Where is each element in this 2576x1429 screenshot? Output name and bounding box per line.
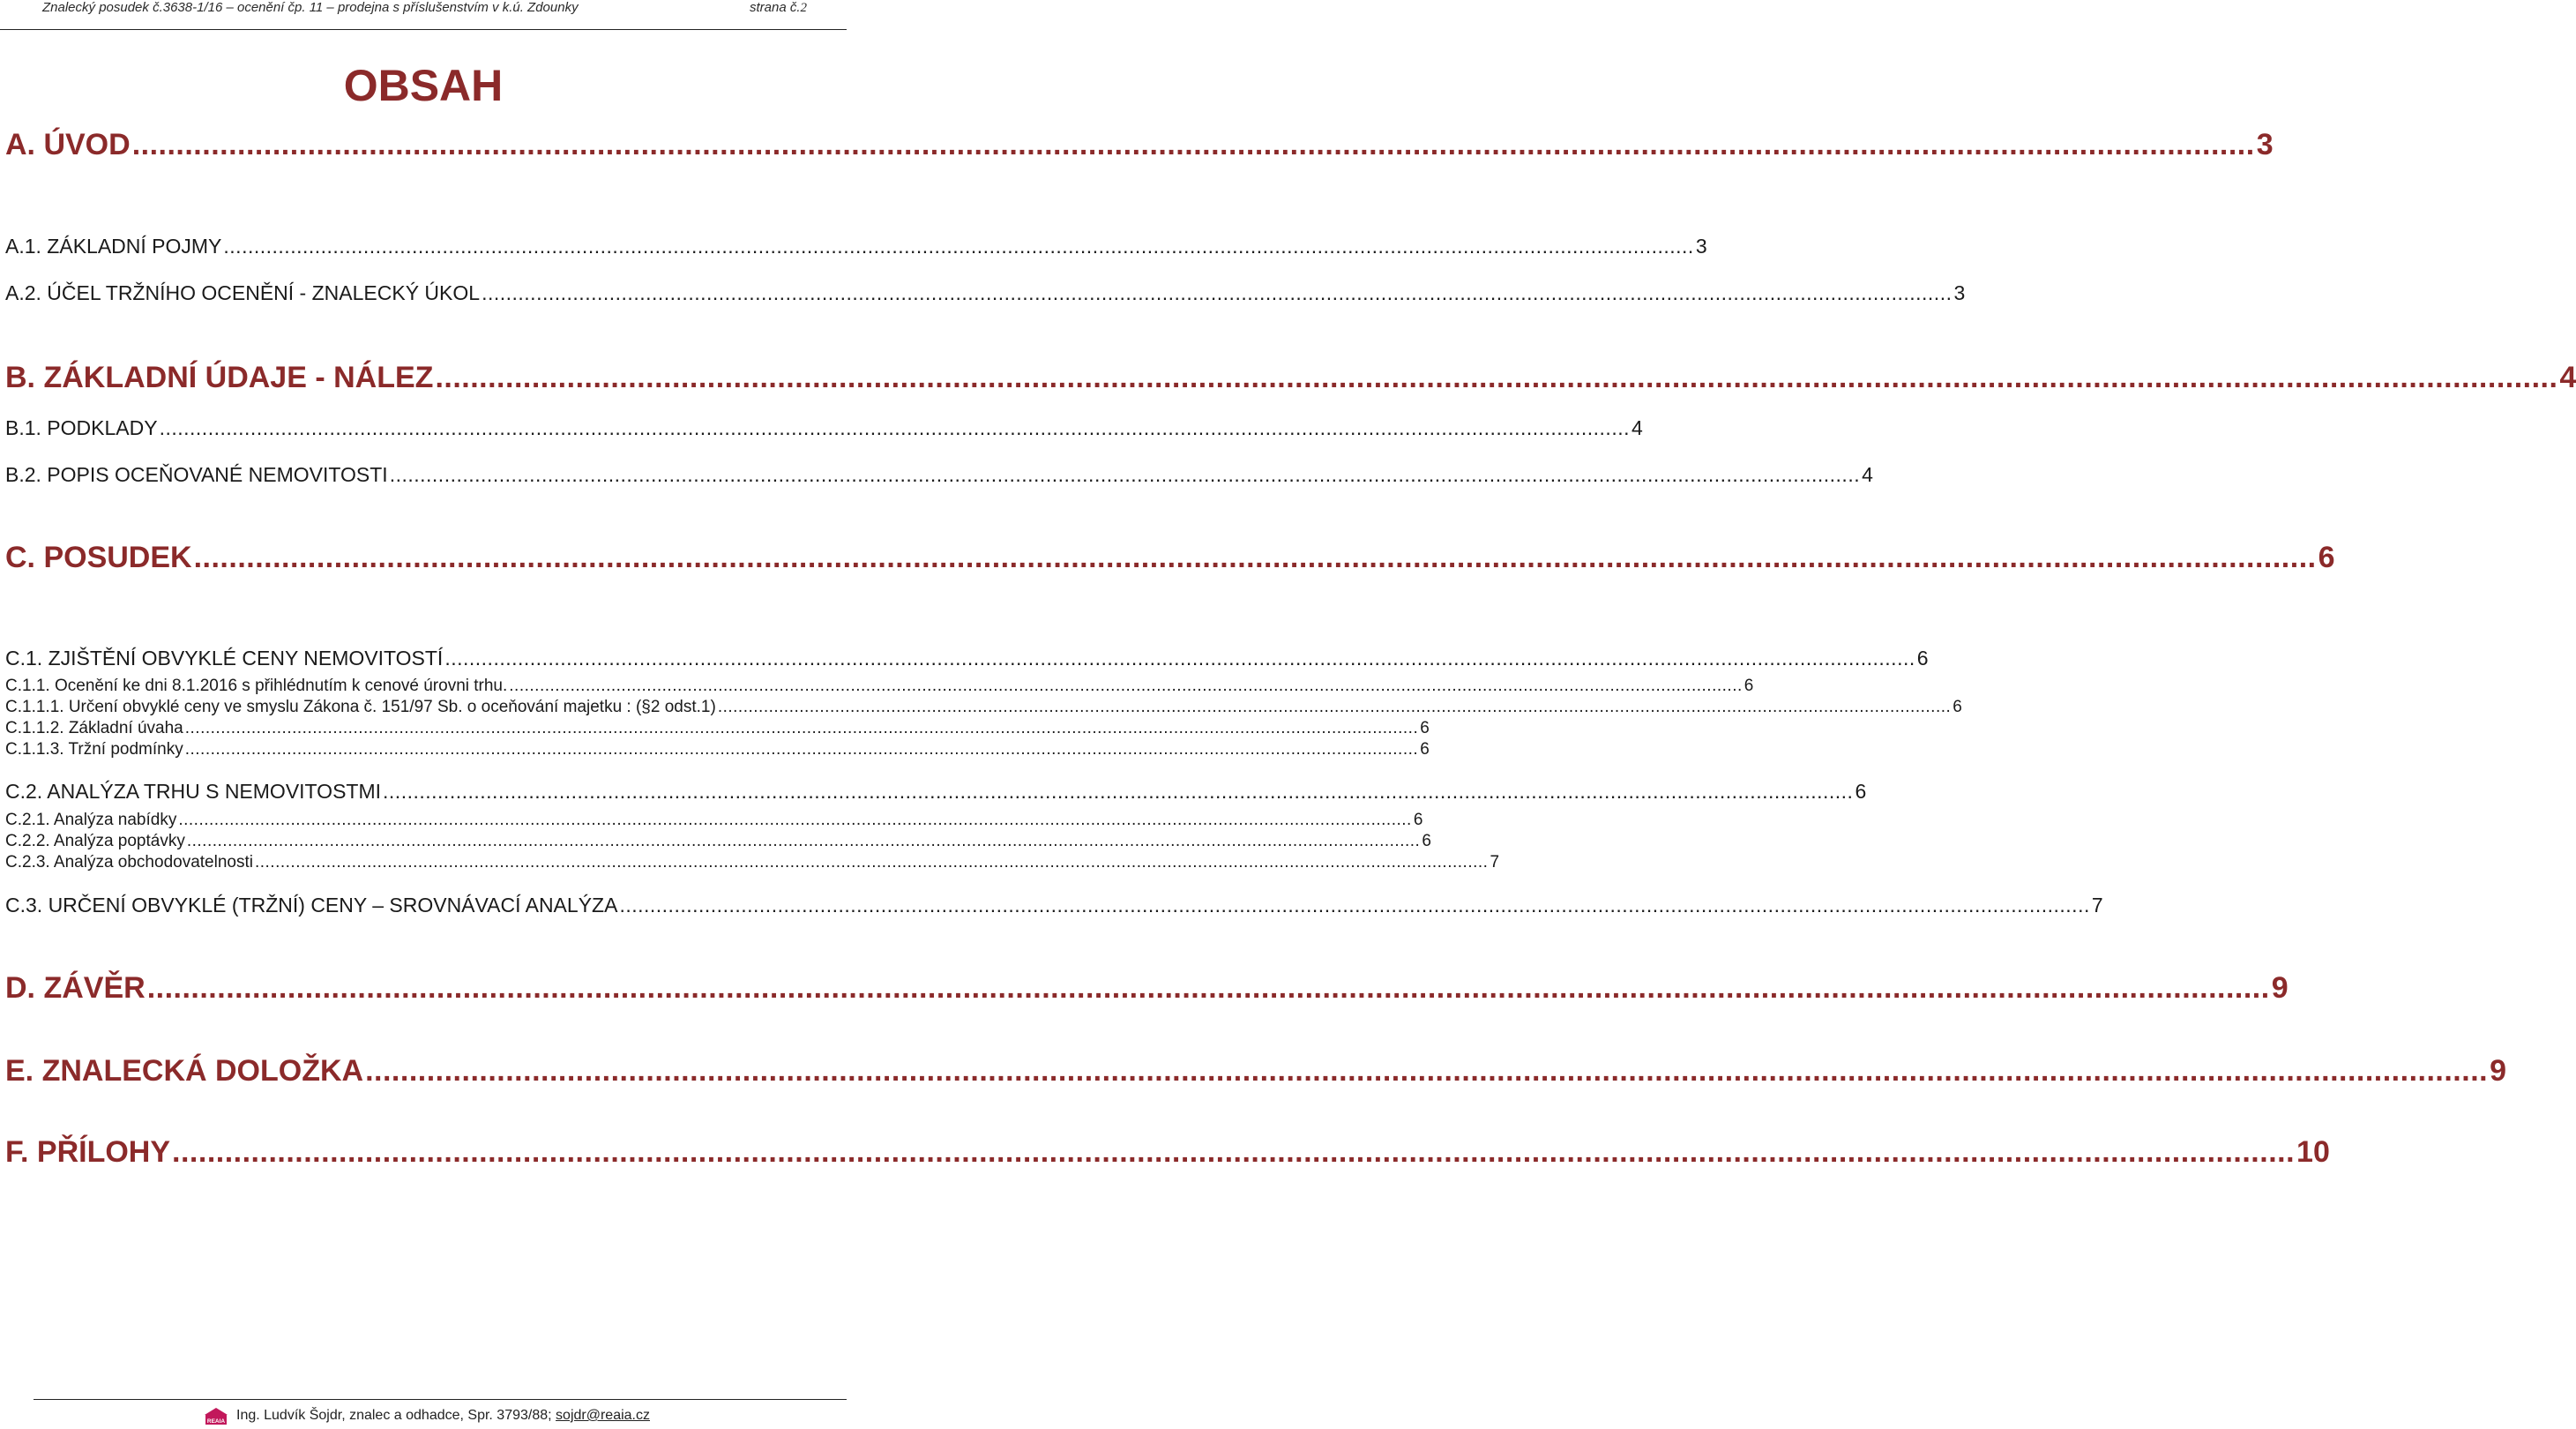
toc-entry-page: 6 bbox=[1953, 698, 1962, 716]
toc-leader-dots: .................................................................................................................................................................................................................................................. bbox=[254, 853, 1489, 872]
toc-entry-page: 4 bbox=[2559, 361, 2576, 394]
toc-entry[interactable] bbox=[5, 698, 1962, 717]
toc-entry-page: 6 bbox=[1413, 811, 1423, 829]
toc-leader-dots: .................................................................................................................................................................................................................................................. bbox=[178, 811, 1412, 829]
toc-entry-label: C.1.1.2. Základní úvaha bbox=[5, 719, 183, 737]
toc-leader-dots: .................................................................................................................................................................................................................................................. bbox=[184, 719, 1419, 737]
toc-entry-page: 4 bbox=[1862, 463, 1873, 486]
toc-entry[interactable] bbox=[5, 361, 2576, 395]
toc-entry[interactable] bbox=[5, 677, 1754, 696]
toc-entry-label: F. PŘÍLOHY bbox=[5, 1135, 171, 1169]
toc-leader-dots: .................................................................................................................................................................................................................................................. bbox=[131, 128, 2255, 161]
toc-leader-dots: .................................................................................................................................................................................................................................................. bbox=[444, 647, 1915, 670]
toc-entry-label: C.2.2. Analýza poptávky bbox=[5, 832, 185, 850]
page-footer bbox=[203, 1403, 650, 1429]
reaia-logo bbox=[203, 1406, 229, 1425]
toc-entry-page: 3 bbox=[1695, 235, 1707, 258]
toc-entry-label: C. POSUDEK bbox=[5, 541, 192, 574]
toc-leader-dots: .................................................................................................................................................................................................................................................. bbox=[482, 281, 1953, 304]
toc-entry-label: C.1.1. Ocenění ke dni 8.1.2016 s přihlédnutím k cenové úrovni trhu. bbox=[5, 677, 508, 695]
toc-entry[interactable] bbox=[5, 780, 1867, 804]
toc-leader-dots: .................................................................................................................................................................................................................................................. bbox=[184, 740, 1419, 759]
toc-leader-dots: .................................................................................................................................................................................................................................................. bbox=[389, 463, 1861, 486]
toc-entry[interactable] bbox=[5, 541, 2335, 575]
toc-leader-dots: .................................................................................................................................................................................................................................................. bbox=[383, 780, 1854, 803]
toc-entry[interactable] bbox=[5, 971, 2289, 1006]
toc-entry-label: E. ZNALECKÁ DOLOŽKA bbox=[5, 1054, 364, 1088]
toc-entry-label: D. ZÁVĚR bbox=[5, 971, 146, 1005]
footer-author: Ing. Ludvík Šojdr, znalec a odhadce, Spr. 3793/88; bbox=[236, 1408, 552, 1423]
logo-text: REAIA bbox=[206, 1418, 226, 1425]
toc-leader-dots: .................................................................................................................................................................................................................................................. bbox=[193, 541, 2317, 574]
footer-email-link[interactable]: sojdr@reaia.cz bbox=[556, 1408, 650, 1423]
header-page-label: strana č. bbox=[749, 0, 801, 15]
toc-entry-page: 6 bbox=[1855, 780, 1867, 803]
toc-entry-page: 6 bbox=[2318, 541, 2335, 574]
toc-entry[interactable] bbox=[5, 416, 1643, 440]
toc-title: OBSAH bbox=[343, 61, 504, 110]
toc-entry[interactable] bbox=[5, 740, 1430, 759]
toc-leader-dots: .................................................................................................................................................................................................................................................. bbox=[172, 1135, 2296, 1169]
page-header bbox=[0, 0, 847, 30]
toc-entry-label: C.1. ZJIŠTĚNÍ OBVYKLÉ CENY NEMOVITOSTÍ bbox=[5, 647, 444, 670]
header-page-number: 2 bbox=[800, 1, 807, 15]
toc-leader-dots: .................................................................................................................................................................................................................................................. bbox=[619, 894, 2090, 917]
toc-entry-page: 9 bbox=[2490, 1054, 2507, 1088]
toc-entry-label: C.2.1. Analýza nabídky bbox=[5, 811, 177, 829]
toc-entry-label: B. ZÁKLADNÍ ÚDAJE - NÁLEZ bbox=[5, 361, 434, 394]
toc-entry[interactable] bbox=[5, 235, 1707, 258]
toc-entry[interactable] bbox=[5, 1135, 2330, 1170]
toc-entry-page: 10 bbox=[2296, 1135, 2330, 1169]
toc-entry-page: 6 bbox=[1422, 832, 1431, 850]
toc-entry-label: C.3. URČENÍ OBVYKLÉ (TRŽNÍ) CENY – SROVNÁVACÍ ANALÝZA bbox=[5, 894, 618, 917]
toc-entry[interactable] bbox=[5, 128, 2274, 162]
toc-entry-page: 3 bbox=[2256, 128, 2274, 161]
toc-leader-dots: .................................................................................................................................................................................................................................................. bbox=[365, 1054, 2489, 1088]
toc-entry-page: 4 bbox=[1631, 416, 1643, 439]
toc-leader-dots: .................................................................................................................................................................................................................................................. bbox=[435, 361, 2558, 394]
toc-entry-label: B.1. PODKLADY bbox=[5, 416, 158, 439]
toc-entry[interactable] bbox=[5, 894, 2103, 917]
toc-leader-dots: .................................................................................................................................................................................................................................................. bbox=[717, 698, 1952, 716]
toc-leader-dots: .................................................................................................................................................................................................................................................. bbox=[509, 677, 1743, 695]
toc-entry-label: A.1. ZÁKLADNÍ POJMY bbox=[5, 235, 222, 258]
toc-entry-page: 7 bbox=[1490, 853, 1500, 872]
toc-entry[interactable] bbox=[5, 832, 1431, 851]
toc-entry[interactable] bbox=[5, 853, 1500, 872]
toc-entry-page: 6 bbox=[1743, 677, 1754, 695]
toc-entry[interactable] bbox=[5, 719, 1430, 738]
toc-entry-label: A. ÚVOD bbox=[5, 128, 131, 161]
toc-entry[interactable] bbox=[5, 811, 1423, 830]
toc-entry-label: C.2.3. Analýza obchodovatelnosti bbox=[5, 853, 253, 872]
toc-entry-page: 7 bbox=[2091, 894, 2103, 917]
toc-entry-label: C.1.1.1. Určení obvyklé ceny ve smyslu Zákona č. 151/97 Sb. o oceňování majetku : (§2 odst.1) bbox=[5, 698, 716, 716]
toc-leader-dots: .................................................................................................................................................................................................................................................. bbox=[223, 235, 1694, 258]
toc-entry-page: 6 bbox=[1420, 719, 1430, 737]
toc-leader-dots: .................................................................................................................................................................................................................................................. bbox=[186, 832, 1421, 850]
toc-entry[interactable] bbox=[5, 463, 1873, 487]
header-title: Znalecký posudek č.3638-1/16 – ocenění čp. 11 – prodejna s příslušenstvím v k.ú. Zdounky bbox=[42, 0, 579, 15]
toc-entry-label: C.2. ANALÝZA TRHU S NEMOVITOSTMI bbox=[5, 780, 382, 803]
toc-leader-dots: .................................................................................................................................................................................................................................................. bbox=[146, 971, 2270, 1005]
toc-leader-dots: .................................................................................................................................................................................................................................................. bbox=[159, 416, 1630, 439]
toc-entry-label: B.2. POPIS OCEŇOVANÉ NEMOVITOSTI bbox=[5, 463, 388, 486]
toc-entry-label: A.2. ÚČEL TRŽNÍHO OCENĚNÍ - ZNALECKÝ ÚKOL bbox=[5, 281, 481, 304]
toc-entry-page: 3 bbox=[1953, 281, 1966, 304]
toc-entry[interactable] bbox=[5, 281, 1966, 305]
toc-entry-page: 6 bbox=[1916, 647, 1929, 670]
toc-entry[interactable] bbox=[5, 1054, 2507, 1089]
toc-entry[interactable] bbox=[5, 647, 1929, 670]
footer-divider bbox=[34, 1399, 847, 1400]
header-page bbox=[750, 0, 807, 16]
toc-entry-page: 6 bbox=[1420, 740, 1430, 759]
toc-entry-label: C.1.1.3. Tržní podmínky bbox=[5, 740, 183, 759]
toc-entry-page: 9 bbox=[2271, 971, 2289, 1005]
